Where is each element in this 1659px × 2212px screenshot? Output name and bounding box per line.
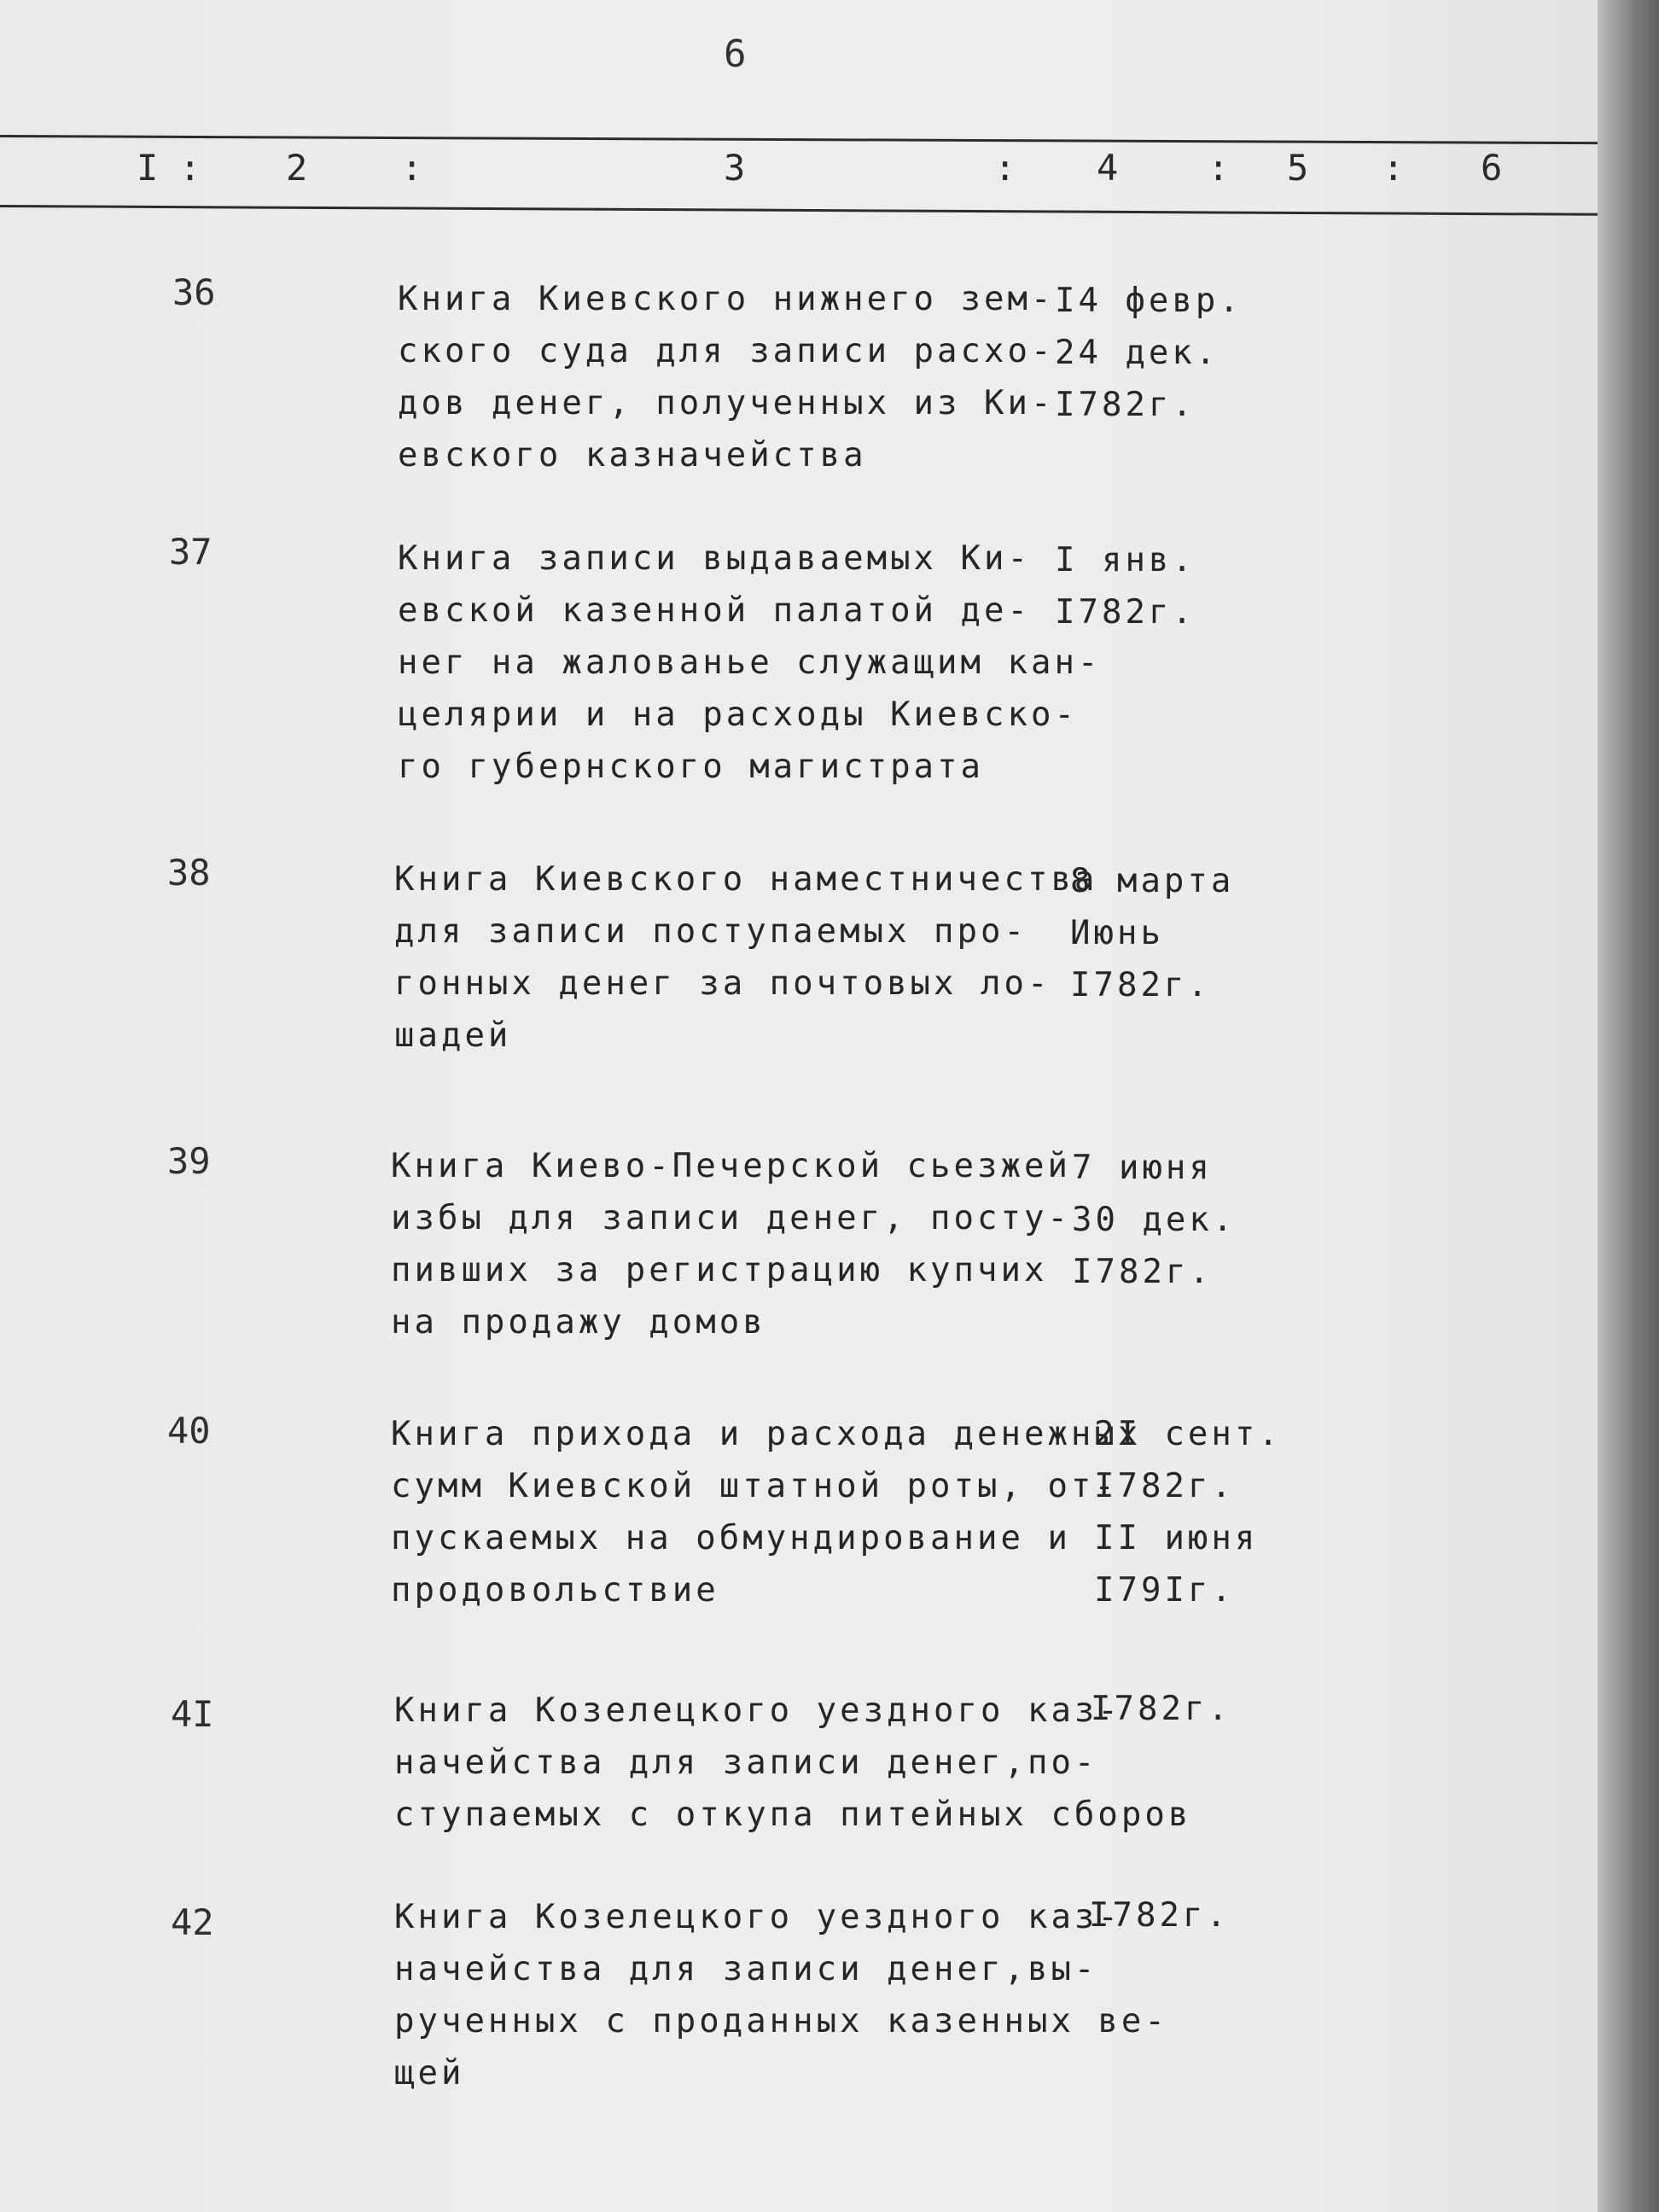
date-line: I782г. (1055, 593, 1196, 632)
header-col-4: 4 (1097, 147, 1119, 189)
table-header-bottom-rule (0, 205, 1598, 216)
description-line: Книга Козелецкого уездного каз- (394, 1691, 1121, 1730)
description-line: Книга Киево-Печерской сьезжей (391, 1147, 1071, 1185)
date-line: 2I сент. (1094, 1415, 1282, 1453)
entry-number: 39 (167, 1140, 211, 1182)
page-number: 6 (724, 32, 747, 76)
description-line: для записи поступаемых про- (394, 912, 1027, 951)
description-line: на продажу домов (391, 1303, 766, 1342)
entry-description (391, 1140, 1071, 1348)
description-line: Книга Киевского нижнего зем- (398, 280, 1055, 318)
header-separator: : (179, 147, 201, 189)
date-line: I79Iг. (1094, 1571, 1235, 1610)
entry-number: 40 (167, 1410, 211, 1452)
description-line: пускаемых на обмундирование и (391, 1519, 1071, 1557)
entry-dates (1070, 855, 1234, 1011)
entry-number: 38 (167, 852, 211, 894)
date-line: II июня (1094, 1519, 1259, 1557)
header-separator: : (401, 147, 423, 189)
date-line: 24 дек. (1055, 334, 1220, 372)
description-line: целярии и на расходы Киевско- (398, 696, 1078, 734)
description-line: дов денег, полученных из Ки- (398, 384, 1055, 422)
description-line: Книга записи выдаваемых Ки- (398, 539, 1031, 578)
header-separator: : (1208, 147, 1230, 189)
date-line: 30 дек. (1072, 1201, 1237, 1239)
date-line: I4 февр. (1055, 282, 1243, 320)
description-line: евской казенной палатой де- (398, 591, 1031, 630)
entry-dates (1091, 1683, 1231, 1735)
description-line: начейства для записи денег,по- (394, 1743, 1098, 1782)
description-line: ступаемых с откупа питейных сборов (394, 1796, 1192, 1834)
entry-description (394, 853, 1097, 1062)
description-line: Книга прихода и расхода денежных (391, 1415, 1142, 1453)
description-line: начейства для записи денег,вы- (394, 1950, 1098, 1988)
description-line: избы для записи денег, посту- (391, 1199, 1071, 1237)
description-line: ского суда для записи расхо- (398, 332, 1055, 370)
description-line: шадей (394, 1016, 512, 1055)
header-separator: : (994, 147, 1016, 189)
date-line: I782г. (1072, 1253, 1213, 1291)
description-line: евского казначейства (398, 436, 867, 474)
date-line: I782г. (1094, 1467, 1235, 1505)
entry-dates (1055, 534, 1196, 638)
header-col-3: 3 (724, 147, 746, 189)
table-header-top-rule (0, 135, 1598, 144)
header-col-6: 6 (1481, 147, 1503, 189)
entry-number: 36 (172, 271, 216, 313)
description-line: нег на жалованье служащим кан- (398, 643, 1102, 682)
date-line: 7 июня (1072, 1149, 1213, 1187)
page-edge-shadow (1598, 0, 1659, 2212)
date-line: I782г. (1091, 1690, 1231, 1728)
header-separator: : (1382, 147, 1405, 189)
description-line: Книга Козелецкого уездного каз- (394, 1898, 1121, 1936)
date-line: I782г. (1055, 386, 1196, 424)
entry-number: 4I (171, 1693, 214, 1735)
entry-number: 37 (169, 531, 212, 573)
entry-dates (1089, 1889, 1230, 1941)
entry-description (398, 533, 1101, 793)
header-col-2: 2 (286, 147, 308, 189)
description-line: гонных денег за почтовых ло- (394, 964, 1051, 1003)
entry-description (398, 273, 1054, 481)
description-line: Книга Киевского наместничества (394, 860, 1098, 899)
entry-number: 42 (171, 1901, 214, 1943)
entry-dates (1055, 275, 1243, 431)
header-col-1: I (137, 147, 159, 189)
description-line: пивших за регистрацию купчих (391, 1251, 1048, 1289)
header-col-5: 5 (1287, 147, 1309, 189)
entry-description (394, 1685, 1191, 1841)
date-line: I782г. (1070, 966, 1211, 1004)
date-line: I янв. (1055, 541, 1196, 579)
entry-description (391, 1408, 1141, 1616)
entry-description (394, 1891, 1168, 2099)
date-line: I782г. (1089, 1896, 1230, 1935)
date-line: 8 марта (1070, 862, 1235, 900)
description-line: го губернского магистрата (398, 748, 984, 786)
description-line: рученных с проданных казенных ве- (394, 2002, 1168, 2040)
entry-dates (1072, 1142, 1236, 1298)
entry-dates (1094, 1408, 1282, 1616)
description-line: продовольствие (391, 1571, 719, 1610)
date-line: Июнь (1070, 914, 1164, 952)
description-line: щей (394, 2054, 465, 2093)
description-line: сумм Киевской штатной роты, от- (391, 1467, 1118, 1505)
